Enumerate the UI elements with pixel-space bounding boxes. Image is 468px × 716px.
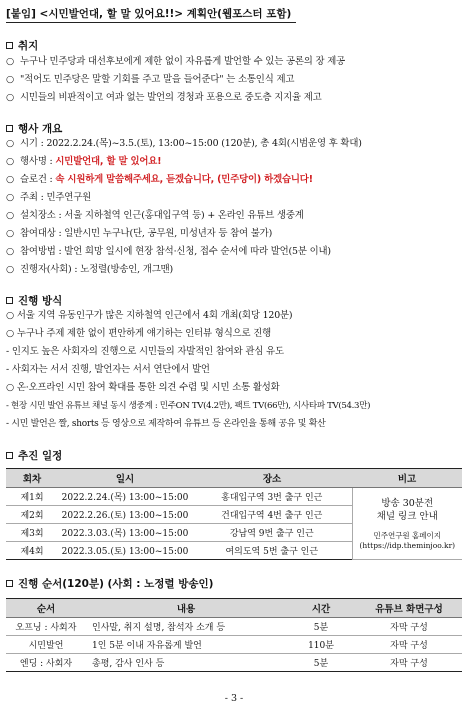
column-header: 시간 [286, 599, 356, 618]
section-heading-overview: 행사 개요 [6, 121, 62, 136]
column-header: 유튜브 화면구성 [356, 599, 462, 618]
table-row [6, 488, 462, 506]
section-heading-method: 진행 방식 [6, 293, 62, 308]
overview-host: ○ 주최 : 민주연구원 [6, 192, 92, 203]
table-cell: 2022.2.26.(토) 13:00~15:00 [58, 506, 192, 524]
table-cell: 5분 [286, 618, 356, 636]
circle-bullet-icon: ○ [6, 74, 15, 85]
circle-bullet-icon: ○ [6, 228, 15, 239]
page-number: - 3 - [224, 693, 244, 704]
title-underline [6, 22, 296, 23]
circle-bullet-icon: ○ [6, 138, 15, 149]
section-heading-order: 진행 순서(120분) (사회 : 노정렬 방송인) [6, 576, 213, 591]
circle-bullet-icon: ○ [6, 56, 15, 67]
circle-bullet-icon: ○ [6, 192, 15, 203]
overview-slogan: ○ 슬로건 : 속 시원하게 말씀해주세요, 듣겠습니다, (민주당이) 하겠습니다! [6, 174, 313, 185]
method-subitem: - 현장 시민 발언 유튜브 채널 동시 생중계 : 민주ON TV(4.2만), 팩트 TV(66만), 시사타파 TV(54.3만) [6, 401, 371, 411]
table-header-row [6, 469, 462, 488]
table-cell: 2022.3.03.(목) 13:00~15:00 [58, 524, 192, 542]
document-title: [붙임] <시민발언대, 할 말 있어요!!> 계획안(웹포스터 포함) [6, 6, 291, 21]
method-subitem: - 시민 발언은 짤, shorts 등 영상으로 제작하여 유튜브 등 온라인을 통해 공유 및 확산 [6, 419, 326, 429]
overview-participants: ○ 참여대상 : 일반시민 누구나(단, 공무원, 미성년자 등 참여 불가) [6, 228, 273, 239]
table-cell: 자막 구성 [356, 654, 462, 672]
table-header-row [6, 599, 462, 618]
table-cell: 엔딩 : 사회자 [6, 654, 86, 672]
method-item: ○ 온·오프라인 시민 참여 확대를 통한 의견 수렴 및 시민 소통 활성화 [6, 382, 280, 393]
method-item: ○ 누구나 주제 제한 없이 편안하게 얘기하는 인터뷰 형식으로 진행 [6, 328, 272, 339]
table-cell: 강남역 9번 출구 인근 [192, 524, 352, 542]
circle-bullet-icon: ○ [6, 246, 15, 257]
method-item: ○ 서울 지역 유동인구가 많은 지하철역 인근에서 4회 개최(회당 120분) [6, 310, 293, 321]
table-cell: 제4회 [6, 542, 58, 560]
square-bullet-icon [6, 42, 13, 49]
order-table [6, 598, 462, 672]
column-header: 회차 [6, 469, 58, 488]
column-header: 비고 [352, 469, 462, 488]
table-cell: 홍대입구역 3번 출구 인근 [192, 488, 352, 506]
overview-schedule: ○ 시기 : 2022.2.24.(목)~3.5.(토), 13:00~15:00 (120분), 총 4회(시범운영 후 확대) [6, 138, 362, 149]
circle-bullet-icon: ○ [6, 92, 15, 103]
method-subitem: - 인지도 높은 사회자의 진행으로 시민들의 자발적인 참여와 관심 유도 [6, 346, 284, 357]
schedule-remark: 방송 30분전 채널 링크 안내 민주연구원 홈페이지 (https://idp.theminjoo.kr) [352, 488, 462, 560]
purpose-item: ○ 시민들의 비판적이고 여과 없는 발언의 경청과 포용으로 중도층 지지율 제고 [6, 92, 322, 103]
table-cell: 제1회 [6, 488, 58, 506]
table-cell: 자막 구성 [356, 618, 462, 636]
table-cell: 자막 구성 [356, 636, 462, 654]
table-row [6, 618, 462, 636]
table-cell: 시민발언 [6, 636, 86, 654]
column-header: 일시 [58, 469, 192, 488]
column-header: 장소 [192, 469, 352, 488]
purpose-item: ○ "적어도 민주당은 말할 기회를 주고 말을 들어준다" 는 소통인식 제고 [6, 74, 295, 85]
table-cell: 2022.2.24.(목) 13:00~15:00 [58, 488, 192, 506]
table-cell: 제2회 [6, 506, 58, 524]
table-cell: 110분 [286, 636, 356, 654]
circle-bullet-icon: ○ [6, 156, 15, 167]
table-cell: 2022.3.05.(토) 13:00~15:00 [58, 542, 192, 560]
overview-event-name: ○ 행사명 : 시민발언대, 할 말 있어요! [6, 156, 162, 167]
square-bullet-icon [6, 452, 13, 459]
overview-method: ○ 참여방법 : 발언 희망 일시에 현장 참석·신청, 접수 순서에 따라 발언(5분 이내) [6, 246, 331, 257]
table-cell: 건대입구역 4번 출구 인근 [192, 506, 352, 524]
overview-venue: ○ 설치장소 : 서울 지하철역 인근(홍대입구역 등) + 온라인 유튜브 생중계 [6, 210, 304, 221]
section-heading-schedule: 추진 일정 [6, 448, 62, 463]
table-cell: 여의도역 5번 출구 인근 [192, 542, 352, 560]
column-header: 순서 [6, 599, 86, 618]
table-cell: 인사말, 취지 설명, 참석자 소개 등 [86, 618, 286, 636]
square-bullet-icon [6, 297, 13, 304]
table-cell: 제3회 [6, 524, 58, 542]
circle-bullet-icon: ○ [6, 264, 15, 275]
schedule-table [6, 468, 462, 560]
column-header: 내용 [86, 599, 286, 618]
table-row [6, 654, 462, 672]
table-row [6, 636, 462, 654]
circle-bullet-icon: ○ [6, 210, 15, 221]
method-subitem: - 사회자는 서서 진행, 발언자는 서서 연단에서 발언 [6, 364, 210, 375]
circle-bullet-icon: ○ [6, 174, 15, 185]
purpose-item: ○ 누구나 민주당과 대선후보에게 제한 없이 자유롭게 발언할 수 있는 공론의 장 제공 [6, 56, 346, 67]
table-cell: 총평, 감사 인사 등 [86, 654, 286, 672]
square-bullet-icon [6, 125, 13, 132]
table-cell: 오프닝 : 사회자 [6, 618, 86, 636]
table-cell: 5분 [286, 654, 356, 672]
section-heading-purpose: 취지 [6, 38, 38, 53]
table-cell: 1인 5분 이내 자유롭게 발언 [86, 636, 286, 654]
overview-mc: ○ 진행자(사회) : 노정렬(방송인, 개그맨) [6, 264, 174, 275]
square-bullet-icon [6, 580, 13, 587]
